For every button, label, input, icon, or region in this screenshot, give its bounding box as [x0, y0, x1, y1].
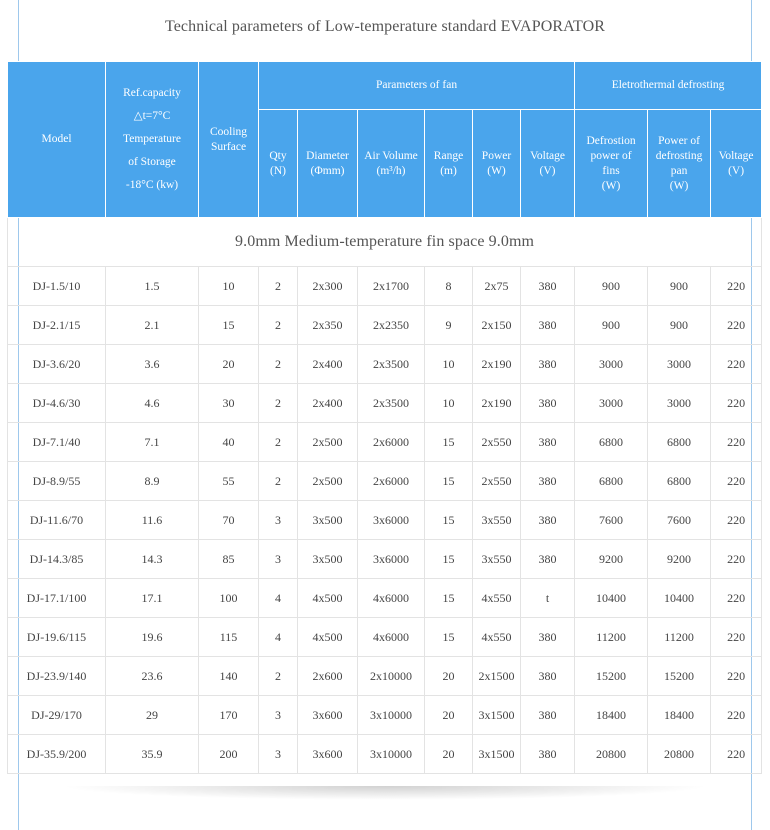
cell-fan-diameter: 3x600 — [298, 696, 358, 735]
cell-defrost-pan-power: 7600 — [648, 501, 711, 540]
table-row — [8, 306, 762, 345]
cell-fan-diameter: 2x400 — [298, 345, 358, 384]
cell-fan-power: 2x190 — [473, 345, 521, 384]
cell-fan-range: 20 — [425, 735, 473, 774]
cell-ref-capacity: 1.5 — [106, 267, 199, 306]
cell-defrost-fins-power: 900 — [575, 267, 648, 306]
cell-fan-air-volume: 2x2350 — [358, 306, 425, 345]
cell-fan-power: 2x75 — [473, 267, 521, 306]
cell-fan-range: 15 — [425, 501, 473, 540]
cell-model: DJ-8.9/55 — [8, 462, 106, 501]
header-fan-range: Range (m) — [425, 110, 473, 218]
cell-fan-power: 4x550 — [473, 579, 521, 618]
header-defrost-pan-power: Power of defrosting pan (W) — [648, 110, 711, 218]
cell-fan-range: 8 — [425, 267, 473, 306]
cell-fan-voltage: 380 — [521, 462, 575, 501]
cell-fan-power: 2x550 — [473, 423, 521, 462]
cell-fan-voltage: 380 — [521, 423, 575, 462]
cell-fan-diameter: 2x300 — [298, 267, 358, 306]
cell-cooling-surface: 15 — [199, 306, 259, 345]
cell-cooling-surface: 20 — [199, 345, 259, 384]
cell-fan-air-volume: 3x6000 — [358, 501, 425, 540]
header-defrost-group: Eletrothermal defrosting — [575, 62, 762, 110]
cell-fan-qty: 2 — [259, 462, 298, 501]
cell-ref-capacity: 8.9 — [106, 462, 199, 501]
cell-fan-air-volume: 4x6000 — [358, 579, 425, 618]
cell-defrost-pan-power: 6800 — [648, 423, 711, 462]
header-fan-group: Parameters of fan — [259, 62, 575, 110]
cell-model: DJ-4.6/30 — [8, 384, 106, 423]
table-row — [8, 384, 762, 423]
cell-defrost-voltage: 220 — [711, 540, 762, 579]
table-shadow — [60, 786, 710, 800]
table-row — [8, 345, 762, 384]
cell-fan-power: 3x550 — [473, 501, 521, 540]
cell-fan-range: 15 — [425, 462, 473, 501]
header-defrost-fins-power: Defrostion power of fins (W) — [575, 110, 648, 218]
cell-fan-qty: 3 — [259, 540, 298, 579]
cell-fan-voltage: 380 — [521, 501, 575, 540]
table-row — [8, 735, 762, 774]
cell-defrost-voltage: 220 — [711, 267, 762, 306]
cell-defrost-fins-power: 15200 — [575, 657, 648, 696]
table-row — [8, 657, 762, 696]
cell-fan-power: 2x150 — [473, 306, 521, 345]
cell-cooling-surface: 30 — [199, 384, 259, 423]
cell-fan-qty: 2 — [259, 306, 298, 345]
cell-defrost-fins-power: 900 — [575, 306, 648, 345]
cell-defrost-fins-power: 10400 — [575, 579, 648, 618]
header-model: Model — [8, 62, 106, 218]
table-row — [8, 618, 762, 657]
cell-defrost-pan-power: 3000 — [648, 384, 711, 423]
cell-fan-air-volume: 2x6000 — [358, 462, 425, 501]
cell-fan-voltage: 380 — [521, 696, 575, 735]
table-row — [8, 696, 762, 735]
cell-model: DJ-2.1/15 — [8, 306, 106, 345]
cell-defrost-pan-power: 900 — [648, 306, 711, 345]
table-row — [8, 501, 762, 540]
cell-model: DJ-19.6/115 — [8, 618, 106, 657]
cell-defrost-pan-power: 3000 — [648, 345, 711, 384]
cell-defrost-voltage: 220 — [711, 423, 762, 462]
cell-fan-air-volume: 3x6000 — [358, 540, 425, 579]
cell-defrost-fins-power: 11200 — [575, 618, 648, 657]
cell-defrost-fins-power: 3000 — [575, 345, 648, 384]
cell-fan-range: 10 — [425, 345, 473, 384]
cell-cooling-surface: 200 — [199, 735, 259, 774]
section-label: 9.0mm Medium-temperature fin space 9.0mm — [8, 218, 762, 267]
cell-fan-diameter: 2x500 — [298, 462, 358, 501]
cell-fan-qty: 2 — [259, 384, 298, 423]
cell-fan-diameter: 4x500 — [298, 618, 358, 657]
cell-defrost-pan-power: 20800 — [648, 735, 711, 774]
cell-fan-range: 15 — [425, 540, 473, 579]
cell-fan-power: 3x550 — [473, 540, 521, 579]
cell-cooling-surface: 10 — [199, 267, 259, 306]
cell-ref-capacity: 17.1 — [106, 579, 199, 618]
cell-defrost-voltage: 220 — [711, 462, 762, 501]
cell-cooling-surface: 40 — [199, 423, 259, 462]
cell-fan-power: 2x550 — [473, 462, 521, 501]
cell-ref-capacity: 7.1 — [106, 423, 199, 462]
cell-fan-qty: 2 — [259, 423, 298, 462]
cell-ref-capacity: 35.9 — [106, 735, 199, 774]
cell-fan-range: 15 — [425, 579, 473, 618]
cell-fan-voltage: 380 — [521, 540, 575, 579]
cell-defrost-voltage: 220 — [711, 735, 762, 774]
cell-fan-diameter: 2x500 — [298, 423, 358, 462]
header-fan-qty: Qty (N) — [259, 110, 298, 218]
cell-fan-air-volume: 4x6000 — [358, 618, 425, 657]
cell-fan-power: 4x550 — [473, 618, 521, 657]
cell-fan-power: 3x1500 — [473, 696, 521, 735]
cell-cooling-surface: 55 — [199, 462, 259, 501]
table-row — [8, 579, 762, 618]
cell-defrost-fins-power: 7600 — [575, 501, 648, 540]
cell-defrost-pan-power: 18400 — [648, 696, 711, 735]
cell-ref-capacity: 29 — [106, 696, 199, 735]
cell-fan-qty: 2 — [259, 345, 298, 384]
cell-defrost-pan-power: 900 — [648, 267, 711, 306]
cell-fan-qty: 3 — [259, 501, 298, 540]
cell-ref-capacity: 4.6 — [106, 384, 199, 423]
cell-ref-capacity: 19.6 — [106, 618, 199, 657]
cell-fan-diameter: 2x600 — [298, 657, 358, 696]
cell-fan-diameter: 2x400 — [298, 384, 358, 423]
cell-model: DJ-1.5/10 — [8, 267, 106, 306]
header-ref-capacity: Ref.capacity △t=7°C Temperature of Storage -18°C (kw) — [106, 62, 199, 218]
cell-cooling-surface: 70 — [199, 501, 259, 540]
cell-fan-air-volume: 2x6000 — [358, 423, 425, 462]
page-title: Technical parameters of Low-temperature standard EVAPORATOR — [164, 18, 606, 35]
cell-fan-voltage: t — [521, 579, 575, 618]
cell-ref-capacity: 3.6 — [106, 345, 199, 384]
cell-fan-voltage: 380 — [521, 657, 575, 696]
cell-ref-capacity: 11.6 — [106, 501, 199, 540]
cell-cooling-surface: 140 — [199, 657, 259, 696]
table-row — [8, 462, 762, 501]
cell-ref-capacity: 23.6 — [106, 657, 199, 696]
cell-fan-air-volume: 3x10000 — [358, 735, 425, 774]
cell-defrost-fins-power: 18400 — [575, 696, 648, 735]
header-fan-voltage: Voltage (V) — [521, 110, 575, 218]
cell-fan-air-volume: 2x1700 — [358, 267, 425, 306]
cell-fan-voltage: 380 — [521, 306, 575, 345]
cell-defrost-voltage: 220 — [711, 345, 762, 384]
cell-fan-voltage: 380 — [521, 618, 575, 657]
cell-defrost-fins-power: 9200 — [575, 540, 648, 579]
header-fan-diameter: Diameter (Φmm) — [298, 110, 358, 218]
cell-model: DJ-35.9/200 — [8, 735, 106, 774]
cell-model: DJ-7.1/40 — [8, 423, 106, 462]
table-row — [8, 267, 762, 306]
header-fan-power: Power (W) — [473, 110, 521, 218]
cell-defrost-pan-power: 15200 — [648, 657, 711, 696]
cell-fan-qty: 2 — [259, 267, 298, 306]
cell-defrost-pan-power: 11200 — [648, 618, 711, 657]
cell-fan-qty: 3 — [259, 735, 298, 774]
table-row — [8, 540, 762, 579]
cell-fan-range: 10 — [425, 384, 473, 423]
cell-fan-air-volume: 2x10000 — [358, 657, 425, 696]
cell-fan-voltage: 380 — [521, 735, 575, 774]
cell-fan-diameter: 3x600 — [298, 735, 358, 774]
cell-defrost-voltage: 220 — [711, 657, 762, 696]
cell-cooling-surface: 170 — [199, 696, 259, 735]
cell-defrost-fins-power: 6800 — [575, 462, 648, 501]
cell-cooling-surface: 100 — [199, 579, 259, 618]
cell-defrost-fins-power: 3000 — [575, 384, 648, 423]
cell-defrost-pan-power: 10400 — [648, 579, 711, 618]
cell-defrost-fins-power: 6800 — [575, 423, 648, 462]
cell-fan-power: 2x190 — [473, 384, 521, 423]
cell-ref-capacity: 2.1 — [106, 306, 199, 345]
cell-model: DJ-23.9/140 — [8, 657, 106, 696]
cell-defrost-pan-power: 9200 — [648, 540, 711, 579]
header-cooling-surface: Cooling Surface — [199, 62, 259, 218]
cell-defrost-voltage: 220 — [711, 306, 762, 345]
cell-fan-range: 20 — [425, 696, 473, 735]
cell-cooling-surface: 115 — [199, 618, 259, 657]
cell-fan-range: 9 — [425, 306, 473, 345]
cell-model: DJ-29/170 — [8, 696, 106, 735]
cell-fan-range: 15 — [425, 618, 473, 657]
cell-fan-diameter: 3x500 — [298, 540, 358, 579]
cell-ref-capacity: 14.3 — [106, 540, 199, 579]
cell-fan-qty: 2 — [259, 657, 298, 696]
cell-fan-qty: 3 — [259, 696, 298, 735]
cell-fan-diameter: 2x350 — [298, 306, 358, 345]
cell-cooling-surface: 85 — [199, 540, 259, 579]
cell-fan-power: 2x1500 — [473, 657, 521, 696]
cell-fan-air-volume: 2x3500 — [358, 384, 425, 423]
cell-model: DJ-3.6/20 — [8, 345, 106, 384]
header-fan-air-volume: Air Volume (m³/h) — [358, 110, 425, 218]
header-defrost-voltage: Voltage (V) — [711, 110, 762, 218]
cell-fan-power: 3x1500 — [473, 735, 521, 774]
cell-defrost-voltage: 220 — [711, 696, 762, 735]
cell-fan-voltage: 380 — [521, 267, 575, 306]
cell-defrost-voltage: 220 — [711, 384, 762, 423]
cell-defrost-fins-power: 20800 — [575, 735, 648, 774]
cell-fan-qty: 4 — [259, 618, 298, 657]
table-row — [8, 423, 762, 462]
cell-defrost-voltage: 220 — [711, 579, 762, 618]
evaporator-spec-table — [7, 61, 762, 774]
cell-defrost-voltage: 220 — [711, 618, 762, 657]
cell-fan-range: 20 — [425, 657, 473, 696]
cell-model: DJ-17.1/100 — [8, 579, 106, 618]
cell-fan-air-volume: 3x10000 — [358, 696, 425, 735]
cell-model: DJ-14.3/85 — [8, 540, 106, 579]
cell-defrost-pan-power: 6800 — [648, 462, 711, 501]
cell-model: DJ-11.6/70 — [8, 501, 106, 540]
cell-fan-voltage: 380 — [521, 345, 575, 384]
cell-fan-range: 15 — [425, 423, 473, 462]
cell-defrost-voltage: 220 — [711, 501, 762, 540]
cell-fan-diameter: 3x500 — [298, 501, 358, 540]
cell-fan-air-volume: 2x3500 — [358, 345, 425, 384]
cell-fan-qty: 4 — [259, 579, 298, 618]
cell-fan-diameter: 4x500 — [298, 579, 358, 618]
cell-fan-voltage: 380 — [521, 384, 575, 423]
